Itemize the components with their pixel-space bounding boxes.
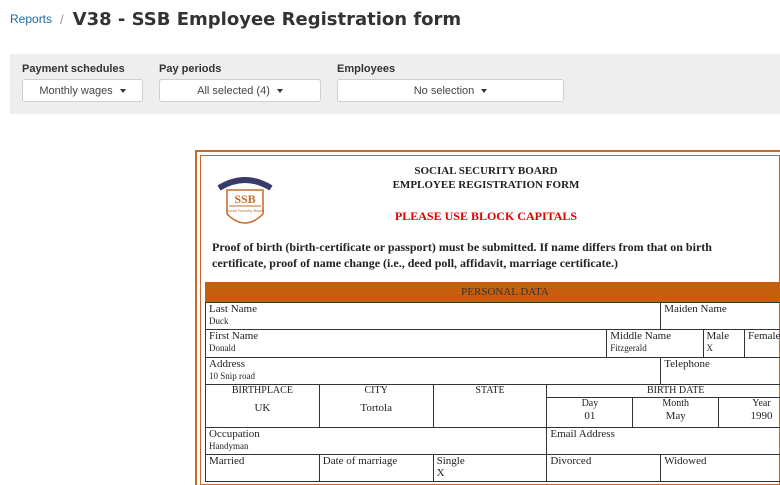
single-label: Single	[436, 455, 465, 467]
registration-form-inner	[200, 155, 780, 485]
birth-day-label: Day	[581, 398, 599, 409]
city-cell[interactable]	[319, 385, 433, 428]
pay-periods-label: Pay periods	[159, 63, 222, 75]
birth-year-label: Year	[752, 398, 771, 409]
middle-name-value: Fitzgerald	[610, 343, 647, 353]
female-cell[interactable]	[745, 330, 780, 358]
employees-value: No selection	[413, 84, 475, 97]
logo-subtext: Social Security Board	[225, 208, 265, 213]
personal-data-header: PERSONAL DATA	[205, 282, 780, 302]
personal-data-table	[205, 302, 780, 482]
employees-dropdown[interactable]	[337, 79, 564, 102]
form-heading-line1: SOCIAL SECURITY BOARD	[414, 165, 558, 177]
pay-periods-filter	[159, 63, 321, 102]
male-value: X	[706, 343, 714, 353]
breadcrumb-reports-link[interactable]: Reports	[10, 12, 53, 26]
email-label: Email Address	[550, 428, 615, 440]
last-name-value: Duck	[209, 316, 229, 326]
divorced-cell[interactable]	[547, 455, 661, 482]
widowed-cell[interactable]	[661, 455, 780, 482]
widowed-label: Widowed	[664, 455, 707, 467]
payment-schedules-filter	[22, 63, 143, 102]
address-label: Address	[209, 358, 246, 370]
employees-label: Employees	[337, 63, 396, 75]
address-value: 10 Snip road	[209, 371, 255, 381]
last-name-cell[interactable]	[206, 303, 661, 330]
birthplace-cell[interactable]	[206, 385, 320, 428]
date-of-marriage-cell[interactable]	[319, 455, 433, 482]
married-cell[interactable]	[206, 455, 320, 482]
birth-month-label: Month	[662, 398, 690, 409]
pay-periods-dropdown[interactable]	[159, 79, 321, 102]
caret-down-icon	[277, 89, 283, 93]
middle-name-subcell[interactable]	[607, 330, 703, 357]
single-value: X	[436, 467, 445, 479]
birth-year-cell[interactable]	[718, 398, 780, 427]
registration-form	[195, 150, 780, 485]
payment-schedules-dropdown[interactable]	[22, 79, 143, 102]
first-name-label: First Name	[209, 330, 259, 342]
city-label: CITY	[364, 385, 388, 396]
date-of-marriage-label: Date of marriage	[322, 455, 398, 467]
pay-periods-value: All selected (4)	[197, 84, 270, 97]
first-name-cell[interactable]	[206, 330, 607, 358]
first-name-value: Donald	[209, 343, 236, 353]
block-capitals-note: PLEASE USE BLOCK CAPITALS	[394, 209, 578, 223]
birth-date-label: BIRTH DATE	[547, 385, 780, 398]
form-heading-line2: EMPLOYEE REGISTRATION FORM	[392, 179, 580, 191]
birthplace-value: UK	[254, 402, 271, 414]
maiden-name-label: Maiden Name	[664, 303, 727, 315]
birth-date-cell	[547, 385, 780, 428]
female-label: Female	[748, 330, 780, 342]
employees-filter	[337, 63, 564, 102]
birth-day-value: 01	[584, 410, 596, 422]
male-label: Male	[706, 330, 730, 342]
breadcrumb-separator: /	[60, 11, 64, 27]
occupation-value: Handyman	[209, 441, 249, 451]
state-label: STATE	[475, 385, 505, 396]
city-value: Tortola	[360, 402, 392, 414]
maiden-name-cell[interactable]	[661, 303, 780, 330]
birth-month-value: May	[665, 410, 686, 422]
caret-down-icon	[120, 89, 126, 93]
birthplace-label: BIRTHPLACE	[231, 385, 293, 396]
occupation-label: Occupation	[209, 428, 260, 440]
male-cell[interactable]	[703, 330, 744, 357]
married-label: Married	[209, 455, 245, 467]
payment-schedules-label: Payment schedules	[22, 63, 125, 75]
last-name-label: Last Name	[209, 303, 257, 315]
address-cell[interactable]	[206, 358, 661, 385]
divorced-label: Divorced	[550, 455, 592, 467]
middle-name-cell[interactable]	[607, 330, 745, 358]
birth-year-value: 1990	[750, 410, 773, 422]
telephone-cell[interactable]	[661, 358, 780, 385]
page-header	[10, 6, 461, 32]
state-cell[interactable]	[433, 385, 547, 428]
birth-month-cell[interactable]	[633, 398, 719, 427]
telephone-label: Telephone	[664, 358, 710, 370]
page-title: V38 - SSB Employee Registration form	[72, 8, 462, 30]
caret-down-icon	[481, 89, 487, 93]
email-cell[interactable]	[547, 428, 780, 455]
birth-day-cell[interactable]	[547, 398, 633, 427]
logo-text: SSB	[234, 192, 256, 206]
middle-name-label: Middle Name	[610, 330, 672, 342]
single-cell[interactable]	[433, 455, 547, 482]
payment-schedules-value: Monthly wages	[39, 84, 113, 97]
proof-of-birth-note: Proof of birth (birth-certificate or passport) must be submitted. If name differs from that on birth certificate, proof of name change (i.e., deed poll, affidavit, marriage certificate.)	[212, 240, 712, 270]
filter-bar	[10, 54, 780, 114]
occupation-cell[interactable]	[206, 428, 547, 455]
